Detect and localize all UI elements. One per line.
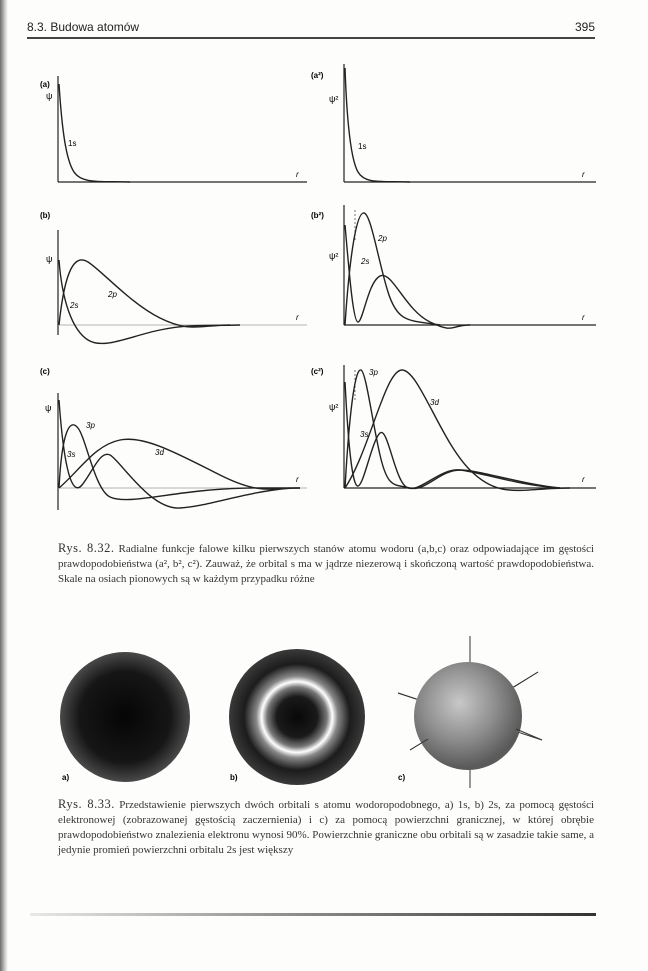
caption-figure-8-33 xyxy=(58,797,594,858)
panel-a2-label: (a²) xyxy=(311,71,324,80)
panel-b-xlabel: r xyxy=(296,313,299,322)
caption-text-8-32: Radialne funkcje falowe kilku pierwszych stanów atomu wodoru (a,b,c) oraz odpowiadające im gęstości prawdopodobieństwa (a², b², c²). Zauważ, że orbital s ma w jądrze niezerową i skończoną wartość prawdopodobieństwa. Skale na osiach pionowych są w każdym przypadku różne xyxy=(58,543,595,585)
panel-c xyxy=(40,367,307,510)
label-a-1s: 1s xyxy=(68,139,77,148)
curve-b2-2p xyxy=(345,213,440,325)
curve-b2-2s xyxy=(345,225,470,328)
panel-a-label: (a) xyxy=(40,80,50,89)
panel-c2-label: (c²) xyxy=(311,367,324,376)
figure-8-33 xyxy=(60,636,542,788)
panel-a2 xyxy=(311,64,596,182)
axis-x-left xyxy=(398,693,416,699)
panel-c2 xyxy=(311,365,596,490)
panel-c-label: (c) xyxy=(40,367,50,376)
footer-rule xyxy=(30,913,596,916)
curve-b-2p xyxy=(59,260,230,327)
caption-text-8-33: Przedstawienie pierwszych dwóch orbitali s atomu wodoropodobnego, a) 1s, b) 2s, za pomocą gęstości elektronowej (zobrazowanej gęstością zaczernienia) i c) za pomocą powierzchni granicznej, w której obrębie prawdopodobieństwo znalezienia elektronu wynosi 90%. Powierzchnie graniczne obu orbitali są w zasadzie takie same, a jedynie promień powierzchni orbitalu 2s jest większy xyxy=(58,799,595,856)
label-c-3d: 3d xyxy=(155,448,164,457)
label-b: b) xyxy=(230,773,238,782)
page-number: 395 xyxy=(574,20,595,34)
axis-x-right xyxy=(516,729,542,740)
label-b2-2s: 2s xyxy=(361,257,370,266)
label-a: a) xyxy=(62,773,70,782)
curve-b-2s xyxy=(59,260,240,344)
label-b2-2p: 2p xyxy=(378,234,387,243)
label-a2-1s: 1s xyxy=(358,142,367,151)
curve-c2-3s xyxy=(345,382,560,488)
label-c: c) xyxy=(398,773,406,782)
curve-a-1s xyxy=(59,84,130,182)
panel-b-ylabel: ψ xyxy=(46,254,53,264)
panel-b2-xlabel: r xyxy=(582,313,585,322)
panel-a2-xlabel: r xyxy=(582,170,585,179)
panel-b2-label: (b²) xyxy=(311,211,324,220)
label-c-3s: 3s xyxy=(67,450,76,459)
label-c2-3s: 3s xyxy=(360,430,369,439)
caption-label-8-33: Rys. 8.33. xyxy=(58,797,115,811)
panel-c-ylabel: ψ xyxy=(45,403,52,413)
running-title: 8.3. Budowa atomów xyxy=(27,20,140,34)
panel-c2-ylabel: ψ² xyxy=(329,402,339,412)
orbital-1s-density xyxy=(60,652,190,782)
curve-c2-3d xyxy=(345,370,570,490)
label-b-2p: 2p xyxy=(108,290,117,299)
panel-b2 xyxy=(311,205,596,328)
caption-label-8-32: Rys. 8.32. xyxy=(58,541,115,555)
caption-figure-8-32 xyxy=(58,541,594,587)
panel-a2-ylabel: ψ² xyxy=(329,94,339,104)
panel-b2-ylabel: ψ² xyxy=(329,251,339,261)
label-c2-3p: 3p xyxy=(369,368,378,377)
panel-a-xlabel: r xyxy=(296,170,299,179)
panel-a xyxy=(40,76,307,182)
axis-y-right xyxy=(514,672,538,687)
panel-c-xlabel: r xyxy=(296,475,299,484)
curve-a2-1s xyxy=(345,68,410,182)
boundary-surface-sphere xyxy=(414,662,522,770)
panel-a-ylabel: ψ xyxy=(46,91,53,101)
panel-b-label: (b) xyxy=(40,211,51,220)
label-c2-3d: 3d xyxy=(430,398,439,407)
orbital-2s-density xyxy=(229,649,365,785)
label-b-2s: 2s xyxy=(70,301,79,310)
panel-b xyxy=(40,211,307,344)
panel-c2-xlabel: r xyxy=(582,475,585,484)
label-c-3p: 3p xyxy=(86,421,95,430)
